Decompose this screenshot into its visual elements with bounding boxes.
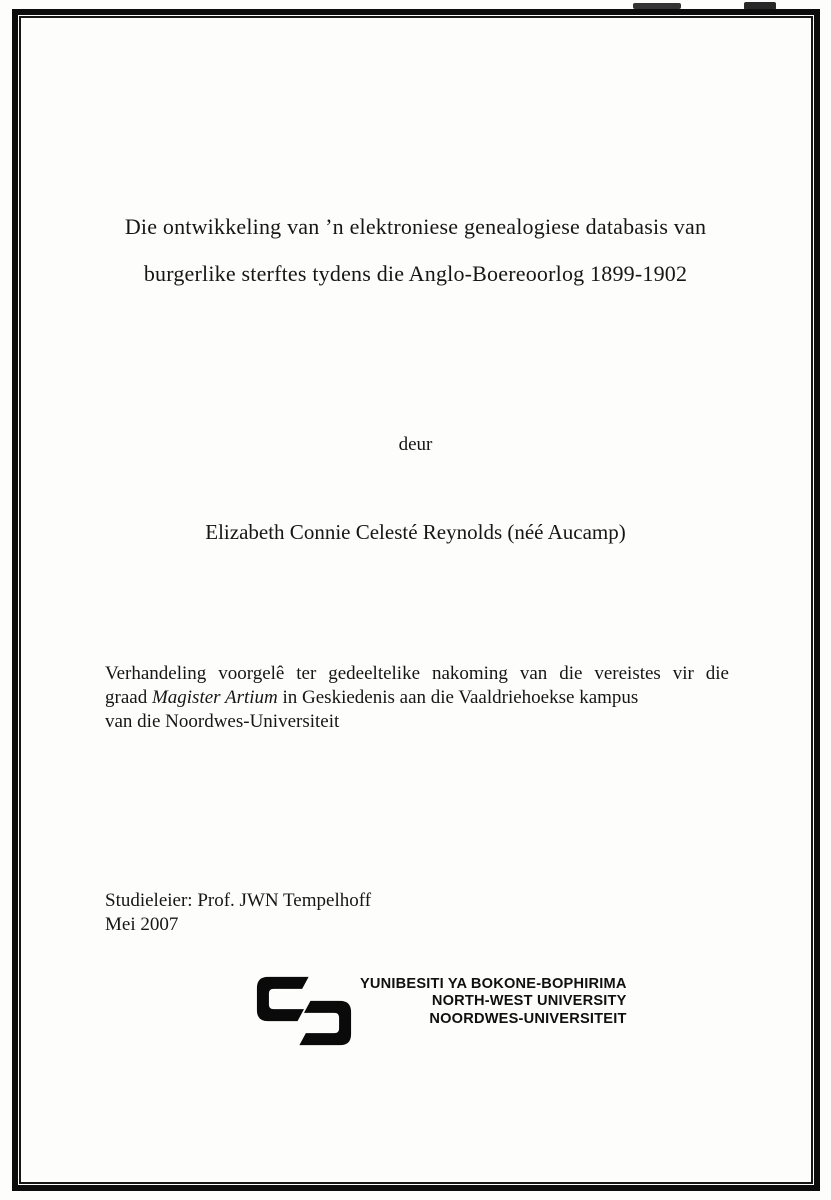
thesis-title bbox=[60, 203, 771, 297]
nwu-logo-text-setswana: YUNIBESITI YA BOKONE-BOPHIRIMA bbox=[360, 976, 627, 992]
scan-smudge bbox=[633, 3, 681, 9]
date-line: Mei 2007 bbox=[105, 914, 179, 935]
nwu-logo-text-afrikaans: NOORDWES-UNIVERSITEIT bbox=[429, 1010, 627, 1027]
nwu-logo-text-english: NORTH-WEST UNIVERSITY bbox=[431, 993, 627, 1010]
degree-name-italic: Magister Artium bbox=[151, 687, 278, 708]
scan-smudge bbox=[744, 2, 776, 10]
nwu-logo-text bbox=[360, 976, 627, 1028]
declaration-line-3: van die Noordwes-Universiteit bbox=[105, 711, 340, 732]
declaration-line-2-prefix: graad bbox=[105, 687, 152, 708]
declaration-line-2-suffix: in Geskiedenis aan die Vaaldriehoekse kampus bbox=[277, 687, 639, 708]
nwu-logo bbox=[256, 973, 627, 1049]
declaration-paragraph bbox=[105, 662, 729, 734]
supervisor-block bbox=[105, 889, 371, 937]
declaration-line-1: Verhandeling voorgelê ter gedeeltelike nakoming van die vereistes vir die bbox=[105, 663, 729, 684]
nwu-chainlink-logo-icon bbox=[256, 973, 352, 1049]
supervisor-line: Studieleier: Prof. JWN Tempelhoff bbox=[105, 890, 372, 911]
declaration-line-2 bbox=[105, 686, 729, 710]
author-name: Elizabeth Connie Celesté Reynolds (néé Aucamp) bbox=[205, 520, 626, 544]
byline-label: deur bbox=[398, 434, 433, 455]
thesis-title-line-1: Die ontwikkeling van ’n elektroniese genealogiese databasis van bbox=[124, 214, 707, 239]
thesis-title-line-2: burgerlike sterftes tydens die Anglo-Boereoorlog 1899-1902 bbox=[143, 261, 688, 286]
